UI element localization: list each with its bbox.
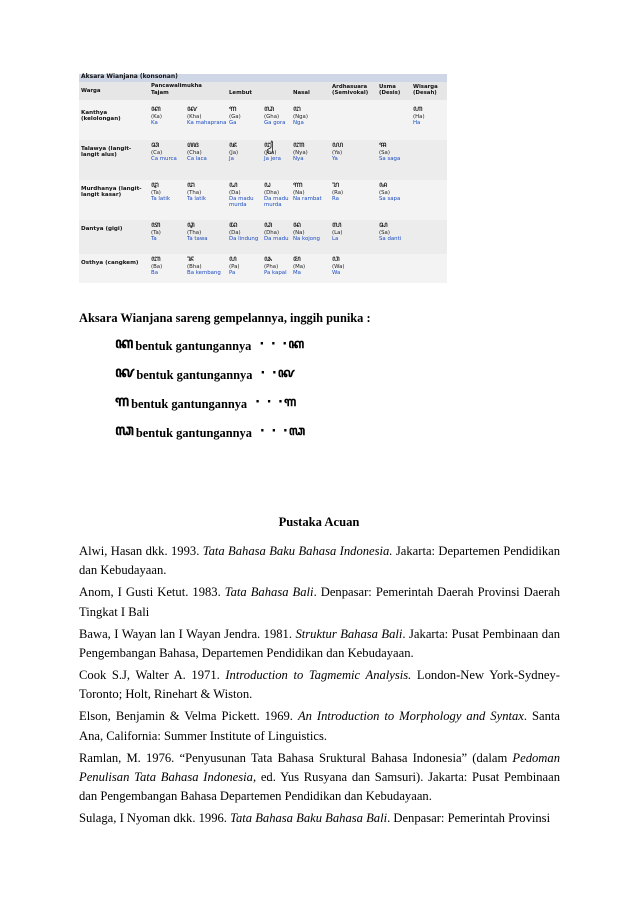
warga-name: Kanthya (kelolongan) (81, 110, 121, 123)
aksara-glyph: ꦕ (151, 140, 159, 149)
aksara-glyph: ꦦ (264, 254, 272, 263)
aksara-glyph: ꦲ (413, 104, 423, 113)
gantungan-glyph: · · ·ꦒ (255, 394, 298, 410)
aksara-name-link[interactable]: Sa sapa (379, 196, 401, 203)
reference-title: Tata Bahasa Baku Bahasa Indonesia. (202, 544, 393, 558)
aksara-latin: (Na) (293, 190, 305, 196)
gempelan-line (115, 335, 305, 357)
aksara-name-link[interactable]: Ka mahaprana (187, 120, 227, 127)
aksara-glyph: ꦧ (151, 254, 161, 263)
aksara-latin: (Bha) (187, 264, 202, 270)
aksara-latin: (Ta) (151, 190, 161, 196)
aksara-name-link[interactable]: Nga (293, 120, 304, 127)
aksara-latin: (Ma) (293, 264, 306, 270)
aksara-glyph: ꦜ (187, 180, 195, 189)
gempelan-line (115, 393, 297, 415)
aksara-name-link[interactable]: Ba (151, 270, 159, 277)
aksara-cell (229, 254, 269, 276)
reference-item: Sulaga, I Nyoman dkk. 1996. Tata Bahasa Baku Bahasa Bali. Denpasar: Pemerintah Provinsi (79, 811, 551, 826)
aksara-cell (229, 220, 269, 242)
gantungan-glyph: · ·ꦑ (260, 365, 296, 381)
aksara-glyph: ꦞ (264, 180, 271, 189)
aksara-name-link[interactable]: Ja jera (264, 156, 281, 163)
aksara-latin: (Na) (293, 230, 305, 236)
gempelan-line (115, 422, 306, 444)
aksara-latin: (Jha) (264, 150, 277, 156)
header-nasal: Nasal (293, 90, 310, 96)
aksara-glyph: ꦙ (264, 140, 273, 149)
aksara-name-link[interactable]: Ka (151, 120, 158, 127)
aksara-latin: (Sa) (379, 150, 390, 156)
aksara-name-link[interactable]: Da madu (264, 236, 289, 243)
aksara-glyph: ꦓ (115, 420, 134, 439)
header-ardhasuara: Ardhasuara (Semivokal) (332, 84, 369, 96)
aksara-cell (187, 140, 227, 162)
header-warga: Warga (81, 88, 101, 94)
reference-list (79, 542, 560, 829)
reference-item: Ramlan, M. 1976. “Penyusunan Tata Bahasa Sruktural Bahasa Indonesia” (dalam Pedoman Penulisan Tata Bahasa Indonesia, ed. Yus Rusyana dan Samsuri). Jakarta: Pusat Pembinaan dan Pengembangan Bahasa Departemen Pendidikan dan Kebudayaan. (79, 750, 560, 804)
aksara-name-link[interactable]: Ta latik (187, 196, 206, 203)
aksara-latin: (Sa) (379, 190, 390, 196)
aksara-glyph: ꦤ (293, 220, 301, 229)
aksara-cell (229, 104, 269, 126)
aksara-latin: (Ga) (229, 114, 241, 120)
aksara-name-link[interactable]: Na kojong (293, 236, 320, 243)
aksara-cell (151, 104, 191, 126)
aksara-cell (293, 220, 333, 242)
table-row (79, 180, 447, 220)
reference-item: Bawa, I Wayan lan I Wayan Jendra. 1981. Struktur Bahasa Bali. Jakarta: Pusat Pembinaan dan Pengembangan Bahasa, Departemen Pendidikan dan Kebudayaan. (79, 626, 560, 661)
aksara-latin: (Da) (229, 190, 241, 196)
aksara-cell (187, 254, 227, 276)
pustaka-title: Pustaka Acuan (278, 515, 360, 529)
aksara-glyph: ꦪ (332, 140, 343, 149)
gempelan-label: bentuk gantungannya (131, 396, 248, 411)
warga-name: Talawya (langit-langit alus) (81, 146, 132, 159)
header-wisarga: Wisarga (Desah) (413, 84, 438, 96)
aksara-latin: (Ca) (151, 150, 163, 156)
aksara-name-link[interactable]: Ca laca (187, 156, 207, 163)
aksara-latin: (Cha) (187, 150, 202, 156)
aksara-name-link[interactable]: Ga (229, 120, 237, 127)
aksara-latin: (Wa) (332, 264, 345, 270)
aksara-name-link[interactable]: Ta (151, 236, 157, 243)
aksara-latin: (Ja) (229, 150, 239, 156)
header-pancawalimukha: Pancawalimukha (151, 83, 202, 89)
aksara-glyph: ꦫ (332, 180, 339, 189)
aksara-glyph: ꦏ (151, 104, 161, 113)
aksara-glyph: ꦏ (115, 333, 134, 352)
aksara-name-link[interactable]: Wa (332, 270, 341, 277)
aksara-glyph: ꦣ (264, 220, 272, 229)
header-usma: Usma (Desis) (379, 84, 401, 96)
aksara-glyph: ꦠ (151, 220, 160, 229)
header-tajam: Tajam (151, 90, 169, 96)
aksara-cell (229, 180, 269, 209)
aksara-latin: (Dha) (264, 230, 280, 236)
aksara-glyph: ꦢ (229, 220, 238, 229)
aksara-latin: (La) (332, 230, 343, 236)
aksara-name-link[interactable]: Pa kapal (264, 270, 287, 277)
reference-item: Elson, Benjamin & Velma Pickett. 1969. An Introduction to Morphology and Syntax. Santa Ana, California: Summer Institute of Linguistics. (79, 709, 560, 743)
aksara-latin: (Dha) (264, 190, 280, 196)
aksara-cell (293, 254, 333, 276)
aksara-latin: (Nya) (293, 150, 308, 156)
gempelan-caption: Aksara Wianjana sareng gempelannya, inggih punika : (79, 311, 371, 325)
aksara-name-link[interactable]: Sa saga (379, 156, 401, 163)
aksara-latin: (Ya) (332, 150, 343, 156)
aksara-glyph: ꦨ (187, 254, 194, 263)
aksara-latin: (Ha) (413, 114, 425, 120)
warga-name: Dantya (gigi) (81, 226, 123, 232)
aksara-glyph: ꦓ (264, 104, 274, 113)
gempelan-label: bentuk gantungannya (135, 425, 252, 440)
gempelan-line (115, 364, 296, 386)
aksara-name-link[interactable]: Sa danti (379, 236, 402, 243)
warga-name: Murdhanya (langit-langit kasar) (81, 186, 142, 199)
aksara-name-link[interactable]: Da madu murda (264, 196, 289, 209)
aksara-cell (151, 220, 191, 242)
aksara-name-link[interactable]: Nya (293, 156, 304, 163)
table-row (79, 254, 447, 283)
gantungan-glyph: · · ·ꦓ (259, 423, 307, 439)
aksara-glyph: ꦥ (229, 254, 237, 263)
reference-title: An Introduction to Morphology and Syntax (297, 709, 524, 724)
aksara-glyph: ꦝ (229, 180, 238, 189)
reference-title: Tata Bahasa Bali (224, 585, 314, 600)
aksara-cell (187, 220, 227, 242)
gantungan-glyph: · · ·ꦏ (259, 336, 306, 352)
aksara-glyph: ꦖ (187, 140, 199, 149)
aksara-name-link[interactable]: Ba kembang (187, 270, 221, 277)
aksara-name-link[interactable]: Ha (413, 120, 421, 127)
aksara-cell (187, 180, 227, 202)
aksara-latin: (Tha) (187, 230, 202, 236)
aksara-cell (293, 140, 333, 162)
aksara-glyph: ꦗ (229, 140, 237, 149)
aksara-name-link[interactable]: Pa (229, 270, 236, 277)
aksara-name-link[interactable]: Ga gora (264, 120, 286, 127)
aksara-name-link[interactable]: Ma (293, 270, 301, 277)
aksara-cell (151, 180, 191, 202)
table-row (79, 104, 447, 140)
aksara-glyph: ꦛ (151, 180, 159, 189)
reference-item: Anom, I Gusti Ketut. 1983. Tata Bahasa Bali. Denpasar: Pemerintah Daerah Provinsi Daerah Tingkat I Bali (79, 585, 560, 619)
aksara-cell (332, 254, 372, 276)
aksara-glyph: ꦭ (332, 220, 342, 229)
aksara-name-link[interactable]: Na rambat (293, 196, 322, 203)
aksara-cell (332, 180, 372, 202)
aksara-glyph: ꦱ (379, 220, 388, 229)
aksara-latin: (Nga) (293, 114, 308, 120)
aksara-glyph: ꦩ (293, 254, 301, 263)
aksara-glyph: ꦰ (379, 180, 387, 189)
aksara-glyph: ꦡ (187, 220, 195, 229)
aksara-latin: (Tha) (187, 190, 202, 196)
gempelan-label: bentuk gantungannya (136, 367, 253, 382)
reference-title: Tata Bahasa Baku Bahasa Bali (230, 811, 388, 826)
aksara-latin: (Da) (229, 230, 241, 236)
table-row (79, 220, 447, 254)
aksara-wianjana-table (79, 74, 447, 283)
aksara-latin: (Gha) (264, 114, 280, 120)
aksara-glyph: ꦯ (379, 140, 387, 149)
aksara-cell (413, 104, 453, 126)
aksara-name-link[interactable]: La (332, 236, 339, 243)
aksara-glyph: ꦒ (115, 391, 130, 410)
aksara-latin: (Sa) (379, 230, 390, 236)
aksara-name-link[interactable]: Da lindung (229, 236, 259, 243)
warga-name: Osthya (cangkem) (81, 260, 139, 266)
aksara-name-link[interactable]: Ta tawa (187, 236, 208, 243)
aksara-latin: (Pha) (264, 264, 279, 270)
table-title-bar (79, 74, 447, 82)
reference-title: Introduction to Tagmemic Analysis. (225, 667, 412, 682)
aksara-latin: (Ka) (151, 114, 162, 120)
reference-item: Alwi, Hasan dkk. 1993. Tata Bahasa Baku Bahasa Indonesia. Jakarta: Departemen Pendidikan dan Kebudayaan. (79, 544, 561, 578)
aksara-latin: (Ta) (151, 230, 161, 236)
reference-title: Struktur Bahasa Bali (295, 626, 403, 641)
table-row (79, 140, 447, 180)
aksara-cell (332, 220, 372, 242)
aksara-cell (293, 104, 333, 126)
aksara-latin: (Kha) (187, 114, 202, 120)
gempelan-label: bentuk gantungannya (135, 338, 252, 353)
aksara-glyph: ꦚ (293, 140, 305, 149)
aksara-cell (187, 104, 227, 126)
table-header (79, 82, 447, 100)
aksara-cell (379, 180, 419, 202)
header-lembut: Lembut (229, 90, 252, 96)
aksara-latin: (Ba) (151, 264, 163, 270)
aksara-cell (332, 140, 372, 162)
aksara-name-link[interactable]: Ca murca (151, 156, 177, 163)
aksara-glyph: ꦔ (293, 104, 301, 113)
reference-item: Cook S.J, Walter A. 1971. Introduction to Tagmemic Analysis. London-New York-Sydney-Toronto; Holt, Rinehart & Wiston. (79, 667, 560, 702)
aksara-latin: (Ra) (332, 190, 344, 196)
aksara-glyph: ꦟ (293, 180, 303, 189)
table-title: Aksara Wianjana (konsonan) (81, 73, 178, 80)
reference-title: Pedoman Penulisan Tata Bahasa Indonesia (79, 750, 560, 784)
aksara-latin: (Pa) (229, 264, 240, 270)
aksara-glyph: ꦮ (332, 254, 340, 263)
aksara-name-link[interactable]: Ta latik (151, 196, 170, 203)
aksara-name-link[interactable]: Ra (332, 196, 339, 203)
aksara-glyph: ꦒ (229, 104, 237, 113)
aksara-cell (379, 220, 419, 242)
aksara-glyph: ꦑ (187, 104, 197, 113)
aksara-cell (151, 254, 191, 276)
aksara-name-link[interactable]: Ya (332, 156, 338, 163)
aksara-name-link[interactable]: Da madu murda (229, 196, 254, 209)
aksara-cell (229, 140, 269, 162)
aksara-cell (379, 140, 419, 162)
aksara-cell (293, 180, 333, 202)
aksara-glyph: ꦑ (115, 362, 135, 381)
aksara-name-link[interactable]: Ja (229, 156, 234, 163)
aksara-cell (151, 140, 191, 162)
